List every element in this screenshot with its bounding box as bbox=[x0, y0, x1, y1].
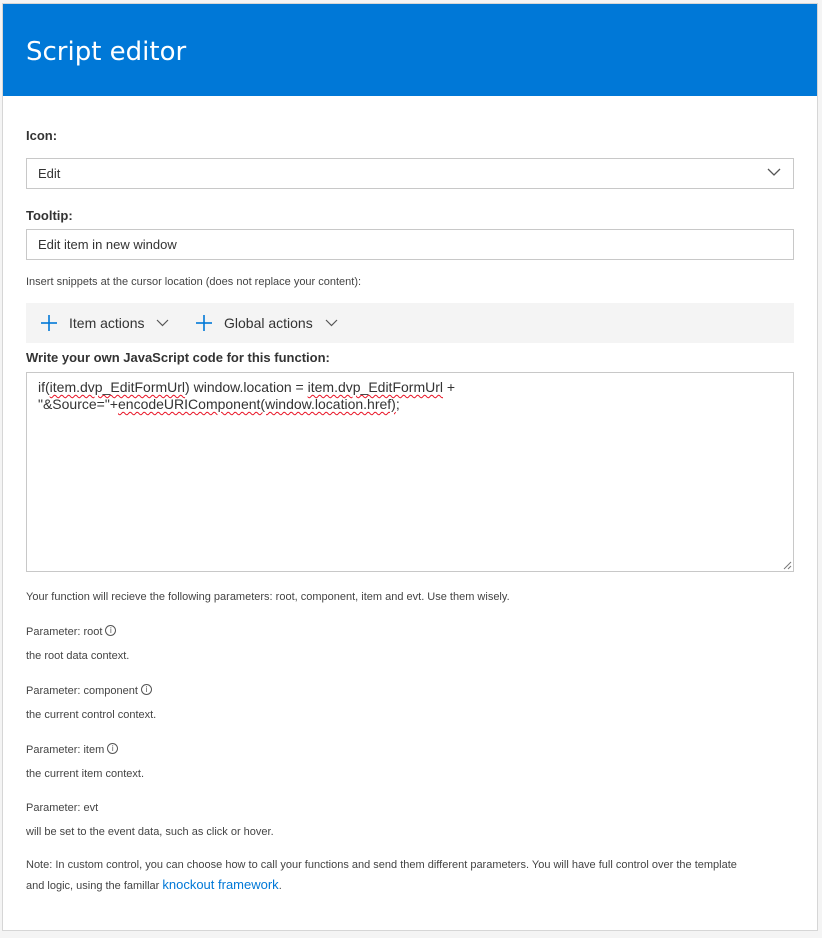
tooltip-input[interactable] bbox=[26, 229, 794, 260]
param-component-name: Parameter: component i bbox=[26, 685, 152, 697]
icon-select-value: Edit bbox=[38, 166, 61, 181]
icon-select[interactable] bbox=[26, 158, 794, 189]
item-actions-button[interactable] bbox=[40, 303, 169, 343]
param-root-name: Parameter: root i bbox=[26, 626, 116, 638]
chevron-down-icon bbox=[156, 319, 169, 327]
code-label: Write your own JavaScript code for this function: bbox=[26, 350, 330, 365]
param-root-desc: the root data context. bbox=[26, 650, 130, 662]
param-component-desc: the current control context. bbox=[26, 709, 157, 721]
params-intro: Your function will recieve the following parameters: root, component, item and evt. Use them wisely. bbox=[26, 591, 510, 603]
plus-icon bbox=[195, 314, 213, 332]
note bbox=[26, 855, 796, 896]
resize-handle-icon[interactable] bbox=[782, 560, 792, 570]
chevron-down-icon bbox=[325, 319, 338, 327]
code-textarea[interactable] bbox=[26, 372, 794, 572]
tooltip-input-value: Edit item in new window bbox=[38, 237, 177, 252]
snippets-hint: Insert snippets at the cursor location (does not replace your content): bbox=[26, 276, 362, 288]
item-actions-label: Item actions bbox=[69, 315, 145, 331]
icon-label: Icon: bbox=[26, 128, 58, 143]
chevron-down-icon bbox=[767, 168, 781, 177]
note-line-2: and logic, using the famillar knockout framework. bbox=[26, 877, 282, 892]
global-actions-button[interactable] bbox=[195, 303, 338, 343]
info-icon[interactable]: i bbox=[141, 684, 152, 695]
info-icon[interactable]: i bbox=[107, 743, 118, 754]
info-icon[interactable]: i bbox=[105, 625, 116, 636]
plus-icon bbox=[40, 314, 58, 332]
knockout-framework-link[interactable]: knockout framework bbox=[162, 877, 279, 892]
param-item-name: Parameter: item i bbox=[26, 744, 118, 756]
header bbox=[3, 4, 817, 96]
global-actions-label: Global actions bbox=[224, 315, 313, 331]
script-editor-panel bbox=[2, 3, 818, 931]
tooltip-label: Tooltip: bbox=[26, 208, 73, 223]
snippets-toolbar bbox=[26, 303, 794, 343]
param-evt-name: Parameter: evt bbox=[26, 802, 99, 814]
page-title: Script editor bbox=[26, 37, 187, 67]
param-item-desc: the current item context. bbox=[26, 768, 144, 780]
code-line-2: "&Source="+encodeURIComponent(window.location.href); bbox=[38, 396, 400, 412]
param-evt-desc: will be set to the event data, such as click or hover. bbox=[26, 826, 274, 838]
code-line-1: if(item.dvp_EditFormUrl) window.location = item.dvp_EditFormUrl + bbox=[38, 379, 456, 395]
note-line-1: Note: In custom control, you can choose how to call your functions and send them different parameters. You will have full control over the template bbox=[26, 859, 737, 871]
